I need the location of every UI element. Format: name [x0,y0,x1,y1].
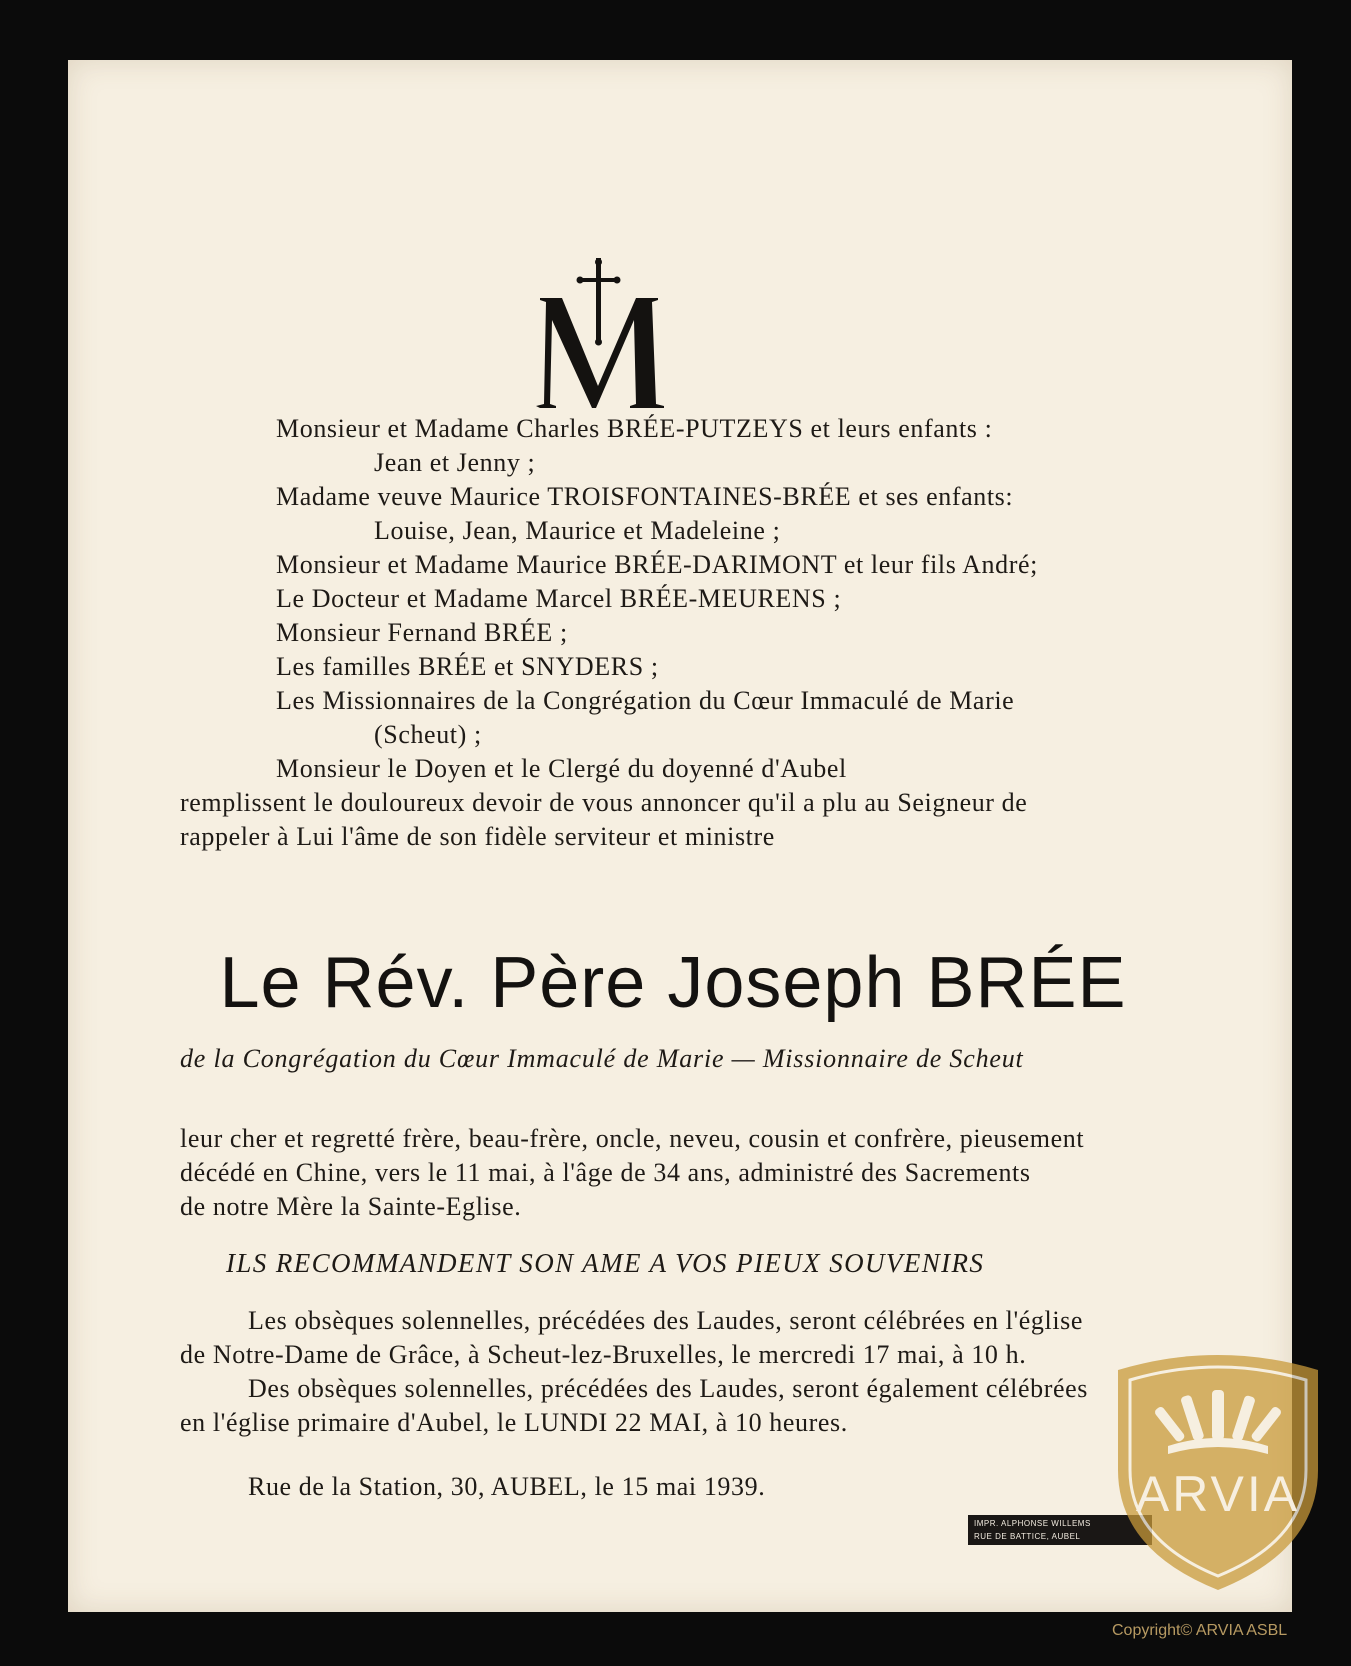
funeral-line: en l'église primaire d'Aubel, le LUNDI 22 MAI, à 10 heures. [180,1408,848,1437]
recommendation-line: ILS RECOMMANDENT SON AME A VOS PIEUX SOUVENIRS [226,1248,985,1278]
arvia-logo-text: ARVIA [1135,1466,1301,1522]
family-line: Les Missionnaires de la Congrégation du Cœur Immaculé de Marie [276,686,1015,715]
congregation-line: de la Congrégation du Cœur Immaculé de Marie — Missionnaire de Scheut [180,1044,1024,1073]
family-line: Jean et Jenny ; [374,448,536,477]
family-line: Monsieur le Doyen et le Clergé du doyenné d'Aubel [276,754,847,783]
printer-line: IMPR. ALPHONSE WILLEMS [974,1519,1091,1528]
death-line: décédé en Chine, vers le 11 mai, à l'âge de 34 ans, administré des Sacrements [180,1158,1031,1187]
funeral-line: Des obsèques solennelles, précédées des Laudes, seront également célébrées [248,1374,1088,1403]
funeral-line: Les obsèques solennelles, précédées des Laudes, seront célébrées en l'église [248,1306,1084,1335]
funeral-line: de Notre-Dame de Grâce, à Scheut-lez-Bruxelles, le mercredi 17 mai, à 10 h. [180,1340,1027,1369]
family-line: Monsieur et Madame Charles BRÉE-PUTZEYS et leurs enfants : [276,414,993,443]
death-line: leur cher et regretté frère, beau-frère, oncle, neveu, cousin et confrère, pieusement [180,1124,1085,1153]
family-line: Les familles BRÉE et SNYDERS ; [276,652,659,681]
marian-monogram-icon [530,258,670,413]
address-date-line: Rue de la Station, 30, AUBEL, le 15 mai 1939. [248,1472,766,1501]
printer-line: RUE DE BATTICE, AUBEL [974,1532,1081,1541]
death-line: de notre Mère la Sainte-Eglise. [180,1192,522,1221]
announcement-line: rappeler à Lui l'âme de son fidèle serviteur et ministre [180,822,775,851]
announcement-line: remplissent le douloureux devoir de vous annoncer qu'il a plu au Seigneur de [180,788,1028,817]
family-line: Le Docteur et Madame Marcel BRÉE-MEURENS ; [276,584,842,613]
family-line: Monsieur et Madame Maurice BRÉE-DARIMONT et leur fils André; [276,550,1038,579]
family-line: Madame veuve Maurice TROISFONTAINES-BRÉE et ses enfants: [276,482,1014,511]
family-line: Monsieur Fernand BRÉE ; [276,618,568,647]
copyright-notice: Copyright© ARVIA ASBL [1112,1622,1288,1639]
deceased-name: Le Rév. Père Joseph BRÉE [219,943,1127,1023]
family-line: (Scheut) ; [374,720,482,749]
family-line: Louise, Jean, Maurice et Madeleine ; [374,516,781,545]
